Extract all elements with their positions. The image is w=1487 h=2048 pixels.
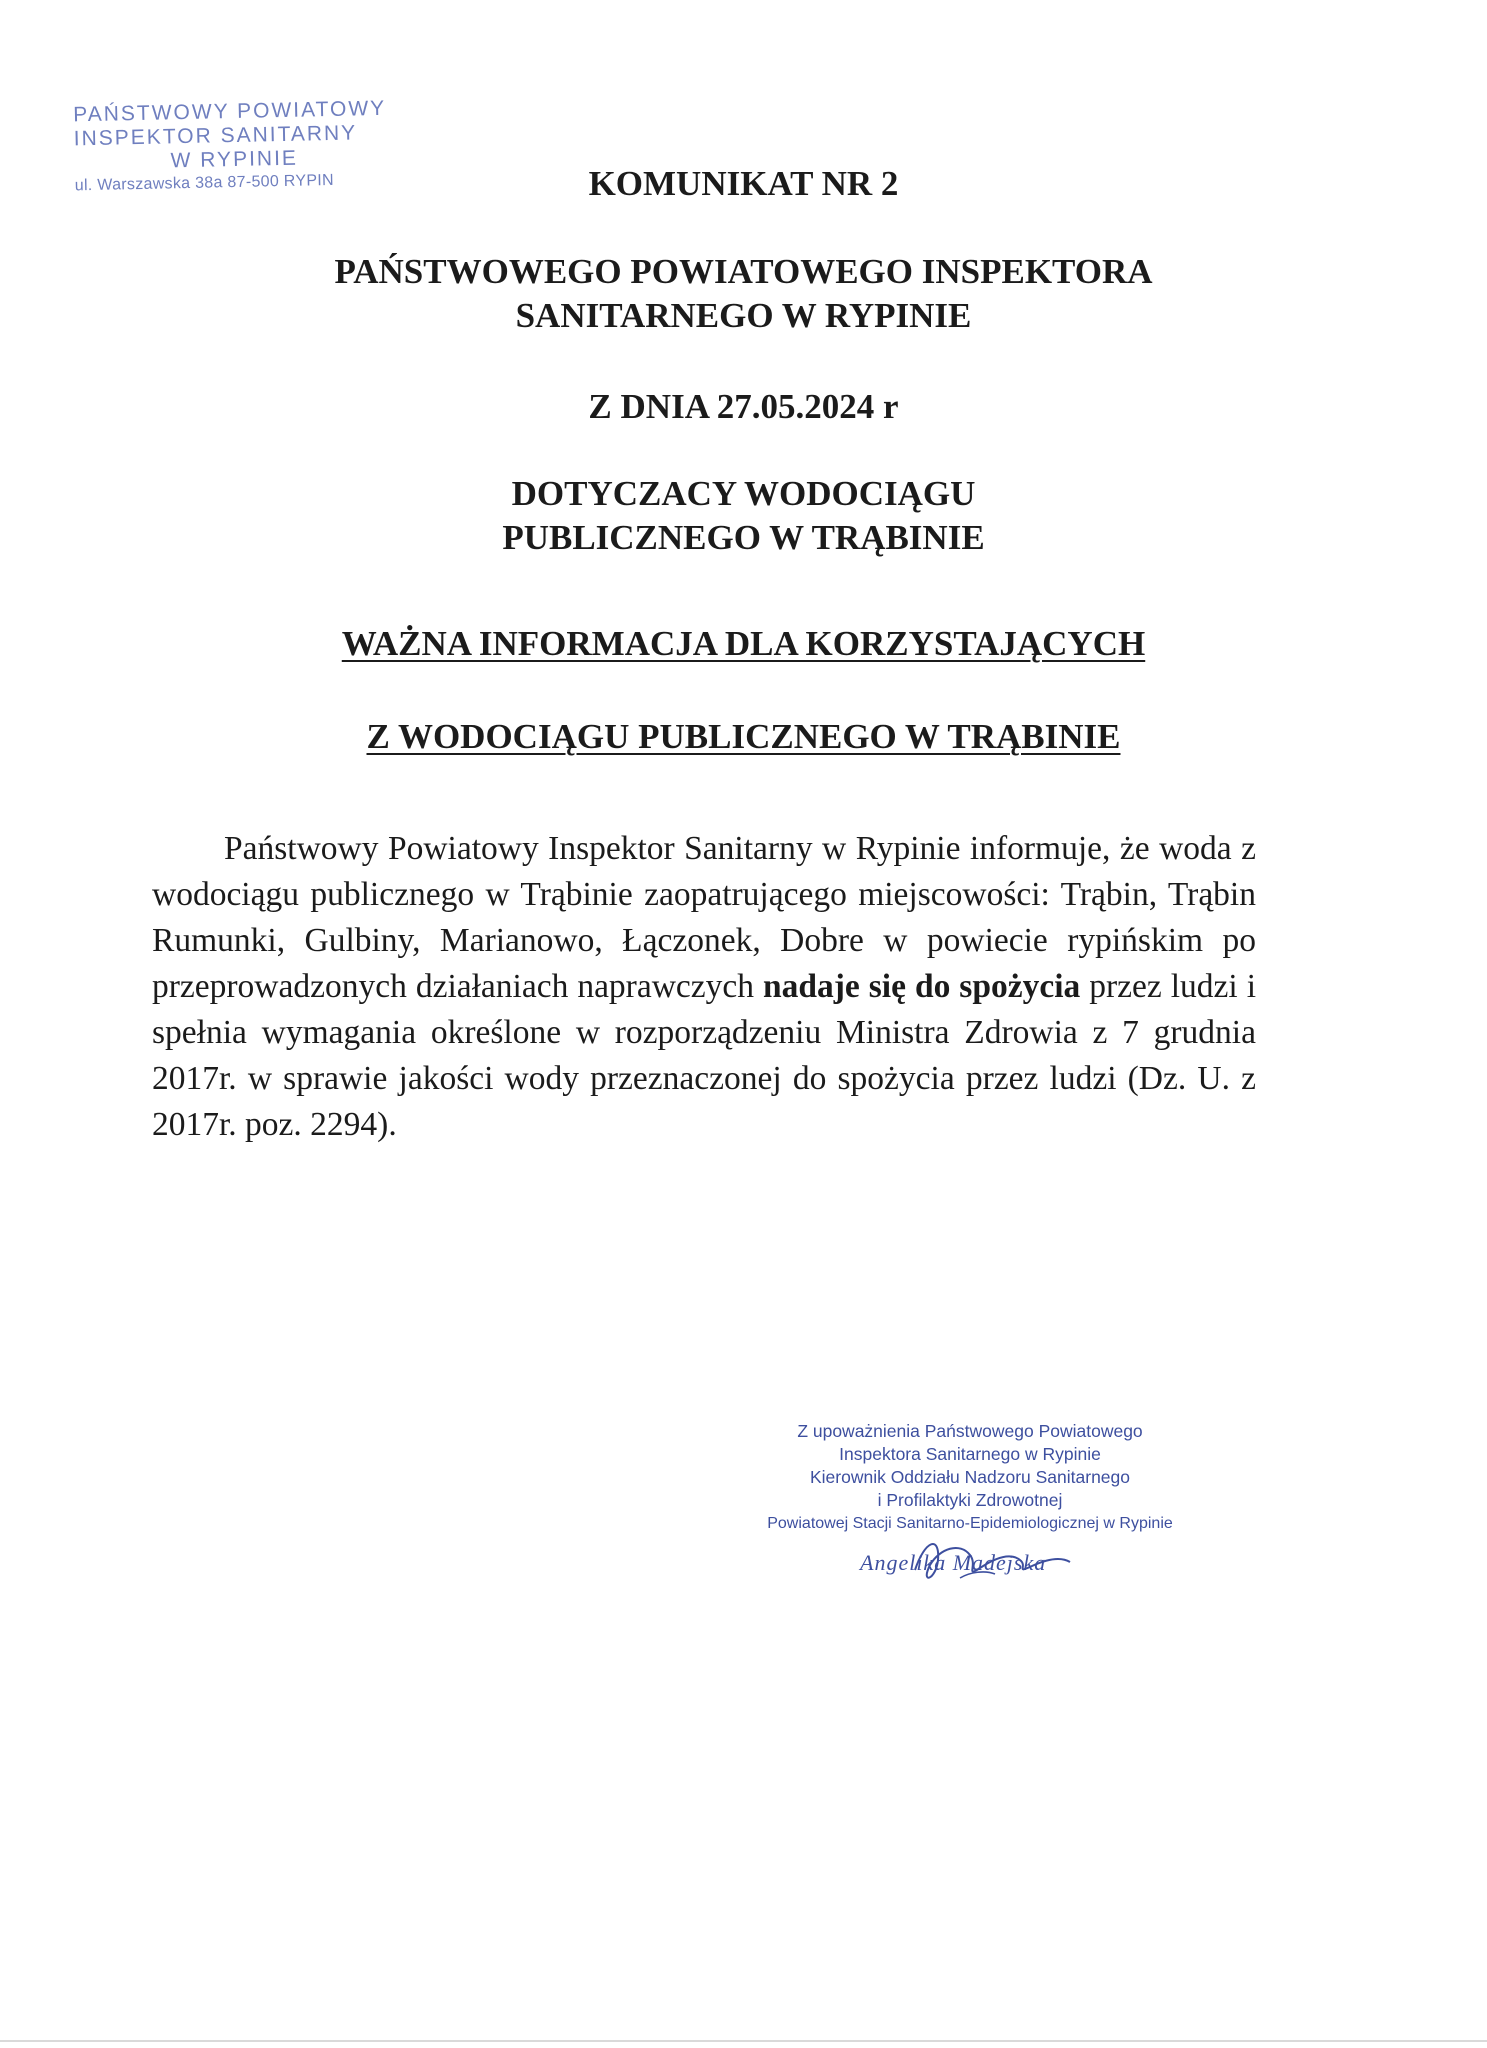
subject-line2: PUBLICZNEGO W TRĄBINIE — [502, 518, 985, 557]
document-title: KOMUNIKAT NR 2 — [588, 164, 899, 203]
office-stamp-line1: PAŃSTWOWY POWIATOWY — [73, 96, 387, 127]
body-paragraph — [152, 826, 1256, 1148]
authority-line2: SANITARNEGO W RYPINIE — [515, 296, 972, 335]
authority-heading — [0, 250, 1487, 338]
signature-stamp-line1: Z upoważnienia Państwowego Powiatowego — [797, 1421, 1143, 1441]
signature-stamp-line4: i Profilaktyki Zdrowotnej — [877, 1490, 1063, 1510]
office-stamp-line3: W RYPINIE — [170, 146, 299, 173]
signature-stamp-line5: Powiatowej Stacji Sanitarno-Epidemiologicznej w Rypinie — [767, 1515, 1173, 1532]
body-text-emphasis: nadaje się do spożycia — [763, 968, 1081, 1005]
signature-stamp-line2: Inspektora Sanitarnego w Rypinie — [839, 1444, 1101, 1464]
signature-stamp-line3: Kierownik Oddziału Nadzoru Sanitarnego — [809, 1467, 1131, 1487]
office-stamp-line2: INSPEKTOR SANITARNY — [73, 121, 358, 151]
notice-heading-line1: WAŻNA INFORMACJA DLA KORZYSTAJĄCYCH — [341, 624, 1146, 663]
signature-stamp — [755, 1420, 1185, 1535]
date-heading: Z DNIA 27.05.2024 r — [588, 387, 899, 426]
body-text-part1: Państwowy Powiatowy Inspektor Sanitarny w Rypinie informuje, że woda z wodociągu publicznego w Trąbinie zaopatrującego miejscowości: Trąbin, Trąbin Rumunki, Gulbiny, Marianowo, Łączonek, Dobre w powiecie rypińskim po przeprowadzonych działaniach naprawczych — [152, 830, 1256, 1005]
notice-heading-line2: Z WODOCIĄGU PUBLICZNEGO W TRĄBINIE — [366, 717, 1121, 756]
office-stamp-address: ul. Warszawska 38a 87-500 RYPIN — [74, 171, 335, 195]
signatory-name: Angelika Madejska — [860, 1550, 1047, 1575]
subject-heading — [0, 472, 1487, 560]
body-text-part2: przez ludzi i spełnia wymagania określone w rozporządzeniu Ministra Zdrowia z 7 grudnia 2017r. w sprawie jakości wody przeznaczonej do spożycia przez ludzi (Dz. U. z 2017r. poz. 2294). — [152, 968, 1257, 1143]
subject-line1: DOTYCZACY WODOCIĄGU — [511, 474, 976, 513]
scan-edge-line — [0, 2040, 1487, 2042]
authority-line1: PAŃSTWOWEGO POWIATOWEGO INSPEKTORA — [334, 252, 1153, 291]
